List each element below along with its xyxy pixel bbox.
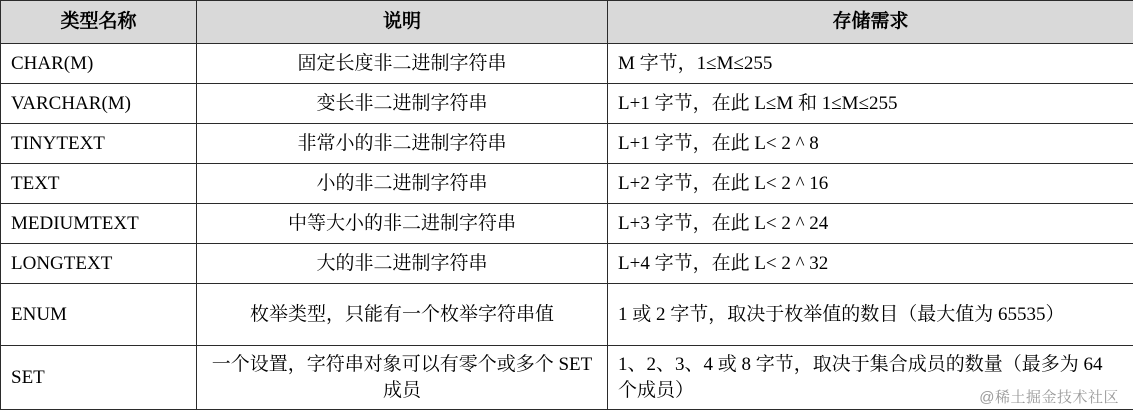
- cell-storage: L+1 字节，在此 L≤M 和 1≤M≤255: [608, 84, 1133, 124]
- cell-description: 大的非二进制字符串: [197, 244, 608, 284]
- table-row: [1, 244, 1133, 284]
- column-header-storage: 存储需求: [608, 1, 1133, 44]
- table-row: [1, 284, 1133, 346]
- table-row: [1, 84, 1133, 124]
- cell-description: 枚举类型，只能有一个枚举字符串值: [197, 284, 608, 346]
- column-header-type: 类型名称: [1, 1, 197, 44]
- cell-type: ENUM: [1, 284, 197, 346]
- table-row: [1, 164, 1133, 204]
- cell-description: 小的非二进制字符串: [197, 164, 608, 204]
- cell-storage: 1 或 2 字节，取决于枚举值的数目（最大值为 65535）: [608, 284, 1133, 346]
- cell-storage: L+1 字节，在此 L< 2 ^ 8: [608, 124, 1133, 164]
- cell-type: CHAR(M): [1, 44, 197, 84]
- cell-type: TINYTEXT: [1, 124, 197, 164]
- table-row: [1, 124, 1133, 164]
- table-row: [1, 44, 1133, 84]
- cell-type: VARCHAR(M): [1, 84, 197, 124]
- cell-storage: 1、2、3、4 或 8 字节，取决于集合成员的数量（最多为 64 个成员）: [608, 346, 1133, 410]
- table-header: [1, 1, 1133, 44]
- table-header-row: [1, 1, 1133, 44]
- cell-description: 非常小的非二进制字符串: [197, 124, 608, 164]
- column-header-description: 说明: [197, 1, 608, 44]
- cell-storage: L+4 字节，在此 L< 2 ^ 32: [608, 244, 1133, 284]
- cell-description: 中等大小的非二进制字符串: [197, 204, 608, 244]
- cell-type: SET: [1, 346, 197, 410]
- cell-description: 一个设置，字符串对象可以有零个或多个 SET 成员: [197, 346, 608, 410]
- cell-description: 变长非二进制字符串: [197, 84, 608, 124]
- cell-storage: M 字节，1≤M≤255: [608, 44, 1133, 84]
- cell-storage: L+2 字节，在此 L< 2 ^ 16: [608, 164, 1133, 204]
- table-body: [1, 44, 1133, 410]
- cell-description: 固定长度非二进制字符串: [197, 44, 608, 84]
- watermark: @稀土掘金技术社区: [979, 389, 1119, 406]
- table-row: [1, 346, 1133, 410]
- cell-storage: L+3 字节，在此 L< 2 ^ 24: [608, 204, 1133, 244]
- table-row: [1, 204, 1133, 244]
- cell-type: TEXT: [1, 164, 197, 204]
- cell-type: MEDIUMTEXT: [1, 204, 197, 244]
- cell-type: LONGTEXT: [1, 244, 197, 284]
